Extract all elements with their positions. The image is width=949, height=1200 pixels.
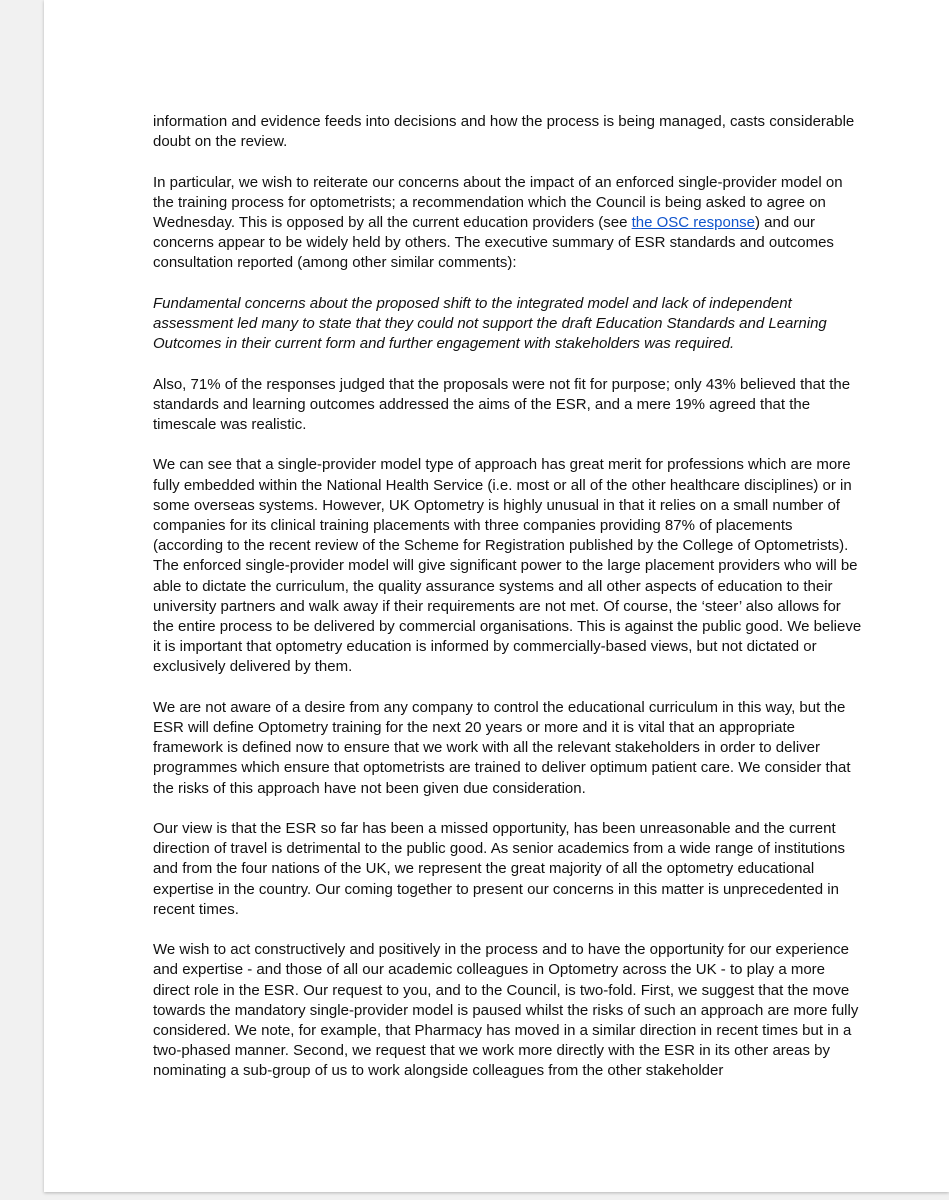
paragraph-request: We wish to act constructively and positively in the process and to have the opportunity for our experience and expertise - and those of all our academic colleagues in Optometry across the UK - to play a more direct role in the ESR. Our request to you, and to the Council, is two-fold. First, we suggest that the move towards the mandatory single-provider model is paused whilst the risks of such an approach are more fully considered. We note, for example, that Pharmacy has moved in a similar direction in recent times but in a two-phased manner. Second, we request that we work more directly with the ESR in its other areas by nominating a sub-group of us to work alongside colleagues from the other stakeholder	[153, 941, 859, 1080]
paragraph-2-text-after: ) and our concerns appear to be widely held by others. The executive summary of ESR standards and outcomes consultation reported (among other similar comments):	[153, 214, 834, 272]
osc-response-link[interactable]: the OSC response	[631, 214, 756, 231]
paragraph-2-text-before: In particular, we wish to reiterate our concerns about the impact of an enforced single-provider model on the training process for optometrists; a recommendation which the Council is being asked to agree on Wednesday. This is opposed by all the current education providers (see	[153, 173, 843, 231]
paragraph-statistics: Also, 71% of the responses judged that the proposals were not fit for purpose; only 43% believed that the standards and learning outcomes addressed the aims of the ESR, and a mere 19% agreed that the timescale was realistic.	[153, 375, 851, 433]
document-body	[153, 112, 865, 1102]
document-page	[44, 0, 949, 1192]
paragraph-curriculum-control: We are not aware of a desire from any company to control the educational curriculum in this way, but the ESR will define Optometry training for the next 20 years or more and it is vital that an appropriate framework is defined now to ensure that we work with all the relevant stakeholders in order to deliver programmes which ensure that optometrists are trained to deliver optimum patient care. We consider that the risks of this approach have not been given due consideration.	[153, 698, 851, 797]
paragraph-missed-opportunity: Our view is that the ESR so far has been a missed opportunity, has been unreasonable and the current direction of travel is detrimental to the public good. As senior academics from a wide range of institutions and from the four nations of the UK, we represent the great majority of all the optometry educational expertise in the country. Our coming together to present our concerns in this matter is unprecedented in recent times.	[153, 820, 846, 918]
paragraph-single-provider-model: We can see that a single-provider model type of approach has great merit for professions which are more fully embedded within the National Health Service (i.e. most or all of the other healthcare disciplines) or in some overseas systems. However, UK Optometry is highly unusual in that it relies on a small number of companies for its clinical training placements with three companies providing 87% of placements (according to the recent review of the Scheme for Registration published by the College of Optometrists). The enforced single-provider model will give significant power to the large placement providers who will be able to dictate the curriculum, the quality assurance systems and all other aspects of education to their university partners and walk away if their requirements are not met. Of course, the ‘steer’ also allows for the entire process to be delivered by commercial organisations. This is against the public good. We believe it is important that optometry education is informed by commercially-based views, but not dictated or exclusively delivered by them.	[153, 456, 862, 676]
consultation-quote: Fundamental concerns about the proposed shift to the integrated model and lack of independent assessment led many to state that they could not support the draft Education Standards and Learning Outcomes in their current form and further engagement with stakeholders was required.	[153, 294, 827, 353]
paragraph-2	[153, 173, 865, 274]
paragraph-1: information and evidence feeds into decisions and how the process is being managed, casts considerable doubt on the review.	[153, 113, 855, 151]
